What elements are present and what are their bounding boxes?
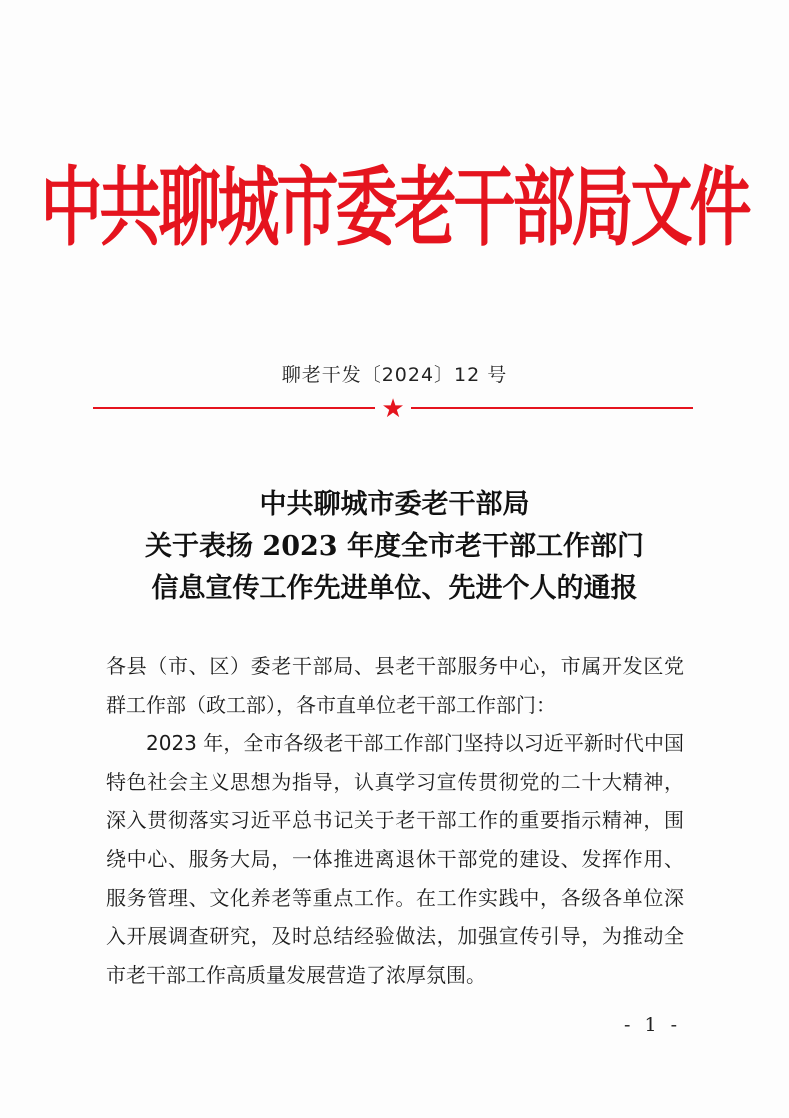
document-number: 聊老干发〔2024〕12 号	[281, 364, 508, 386]
red-divider	[93, 394, 693, 424]
notice-title	[0, 484, 789, 610]
notice-title-line-3: 信息宣传工作先进单位、先进个人的通报	[151, 573, 638, 604]
document-header-title: 中共聊城市委老干部局文件	[40, 156, 749, 258]
page-number: - 1 -	[624, 1014, 682, 1036]
notice-title-line-1: 中共聊城市委老干部局	[259, 489, 530, 520]
divider-line-left	[93, 407, 375, 409]
document-body	[106, 647, 684, 994]
divider-line-right	[411, 407, 693, 409]
star-icon: ★	[381, 394, 405, 424]
body-paragraph-1: 2023 年，全市各级老干部工作部门坚持以习近平新时代中国特色社会主义思想为指导，认真学习宣传贯彻党的二十大精神，深入贯彻落实习近平总书记关于老干部工作的重要指示精神，围绕中心、服务大局，一体推进离退休干部党的建设、发挥作用、服务管理、文化养老等重点工作。在工作实践中，各级各单位深入开展调查研究，及时总结经验做法，加强宣传引导，为推动全市老干部工作高质量发展营造了浓厚氛围。	[106, 731, 684, 987]
notice-title-line-2: 关于表扬 2023 年度全市老干部工作部门	[145, 531, 644, 562]
salutation: 各县（市、区）委老干部局、县老干部服务中心，市属开发区党群工作部（政工部），各市直单位老干部工作部门：	[106, 654, 684, 717]
